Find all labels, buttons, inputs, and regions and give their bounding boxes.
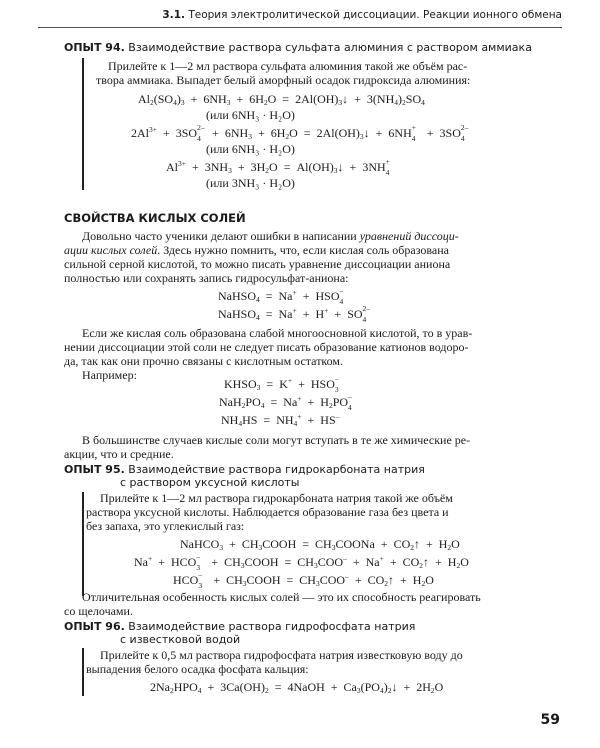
header-rule: [38, 27, 562, 28]
exp96-text-line-2: выпадения белого осадка фосфата кальция:: [86, 662, 309, 676]
experiment-95-label: ОПЫТ 95.: [64, 463, 125, 476]
experiment-96-bar: [82, 648, 84, 696]
page-number: 59: [540, 712, 560, 728]
equation-nahso4-1: NaHSO$_4$ = Na+ + HSO – 4: [218, 286, 344, 306]
acid-salts-p1-line-4: полностью или сохранять запись гидросульфат-аниона:: [64, 271, 349, 285]
acid-salts-p2-line-4: Например:: [82, 368, 137, 382]
experiment-96-label: ОПЫТ 96.: [64, 620, 125, 633]
experiment-96-title: [64, 620, 415, 633]
equation-94-2-note: (или 6NH₃ · H₂O): [206, 142, 295, 156]
acid-salts-p2-line-1: Если же кислая соль образована слабой многоосновной кислотой, то в урав-: [82, 326, 473, 340]
experiment-96-heading-line-1: Взаимодействие раствора гидрофосфата натрия: [128, 620, 416, 633]
experiment-96-heading-line-2: с известковой водой: [120, 633, 241, 646]
experiment-95-heading-line-1: Взаимодействие раствора гидрокарбоната натрия: [128, 463, 425, 476]
section-number: 3.1.: [162, 9, 185, 21]
equation-nahso4-2: NaHSO$_4$ = Na+ + H+ + SO 2– 4: [218, 304, 371, 324]
running-header: [162, 9, 562, 21]
exp95-text-line-1: Прилейте к 1—2 мл раствора гидрокарбоната натрия такой же объём: [100, 491, 453, 505]
section-title: Теория электролитической диссоциации. Реакции ионного обмена: [188, 9, 562, 21]
equation-94-1-molecular: $Al_2(SO_4)_3 + 6NH_3 + 6H_2O$ = $2Al(OH)_3↓ + 3(NH_4)_2SO_4$: [138, 92, 425, 107]
equation-96-molecular: $2Na_2HPO_4 + 3Ca(OH)_2$ = 4NaOH + $Ca_3(PO_4)_2↓ + 2H_2O$: [150, 680, 444, 695]
experiment-94-bar: [82, 58, 84, 190]
equation-94-2-ionic: $2Al^{3+} + 3SO$ 2– 4 + $6NH_3 + 6H_2O$ = $2Al(OH)_3↓ + 6NH$ + 4 + 3SO 2– 4: [131, 123, 469, 143]
experiment-95-heading-line-2: с раствором уксусной кислоты: [120, 476, 300, 489]
equation-95-3-short-ionic: HCO – 3 + $CH_3COOH = CH_3COO^-$ + $CO_2↑ + H_2O$: [173, 570, 434, 590]
exp94-text-line-2: твора аммиака. Выпадет белый аморфный осадок гидроксида алюминия:: [96, 73, 471, 87]
acid-salts-p1-line-1: Довольно часто ученики делают ошибки в написании уравнений диссоци-: [82, 229, 459, 243]
acid-salts-p2-line-3: да, так как они прочно связаны с кислотным остатком.: [64, 354, 344, 368]
exp95-text-line-3: без запаха, это углекислый газ:: [86, 519, 245, 533]
equation-95-1-molecular: NaHCO$_3$ + $CH_3COOH$ = $CH_3COONa$ + $CO_2↑ + H_2O$: [180, 537, 460, 552]
acid-salts-p3-line-1: В большинстве случаев кислые соли могут вступать в те же химические ре-: [82, 433, 471, 447]
acid-salts-p3-line-2: акции, что и средние.: [64, 447, 174, 461]
equation-nah2po4: $NaH_2PO_4 = Na^+ + H_2PO$ – 4: [219, 392, 352, 412]
equation-khso3: $KHSO_3 = K^+$ + HSO – 3: [224, 374, 339, 394]
equation-94-1-note: (или 6NH₃ · H₂O): [206, 108, 295, 122]
exp94-text-line-1: Прилейте к 1—2 мл раствора сульфата алюминия такой же объём рас-: [108, 59, 468, 73]
experiment-95-title: [64, 463, 425, 476]
section-heading-acid-salts: СВОЙСТВА КИСЛЫХ СОЛЕЙ: [64, 211, 246, 225]
acid-salts-p2-line-2: нении диссоциации этой соли не следует писать образование катионов водоро-: [64, 340, 469, 354]
exp95-after-line-2: со щелочами.: [64, 604, 133, 618]
equation-95-2-ionic: Na+ + HCO – 3 + $CH_3COOH = CH_3COO^- + Na^+$ + $CO_2↑ + H_2O$: [134, 552, 469, 572]
acid-salts-p1-line-2: ации кислых солей. Здесь нужно помнить, что, если кислая соль образована: [64, 243, 449, 257]
equation-94-3-note: (или 3NH₃ · H₂O): [206, 176, 295, 190]
exp95-text-line-2: раствора уксусной кислоты. Наблюдается образование газа без цвета и: [86, 505, 449, 519]
experiment-94-heading: Взаимодействие раствора сульфата алюминия с раствором аммиака: [128, 41, 532, 54]
equation-nh4hs: $NH_4HS = NH_4^+ + HS^-$: [221, 412, 340, 428]
experiment-94-label: ОПЫТ 94.: [64, 41, 125, 54]
experiment-94-title: [64, 41, 532, 54]
equation-94-3-short-ionic: $Al^{3+} + 3NH_3 + 3H_2O$ = $Al(OH)_3↓ + 3NH$ + 4: [166, 157, 390, 177]
experiment-95-bar: [82, 492, 84, 596]
exp95-after-line-1: Отличительная особенность кислых солей — это их способность реагировать: [82, 590, 481, 604]
exp96-text-line-1: Прилейте к 0,5 мл раствора гидрофосфата натрия известковую воду до: [100, 648, 463, 662]
acid-salts-p1-line-3: сильной серной кислотой, то можно писать уравнение диссоциации аниона: [64, 257, 451, 271]
